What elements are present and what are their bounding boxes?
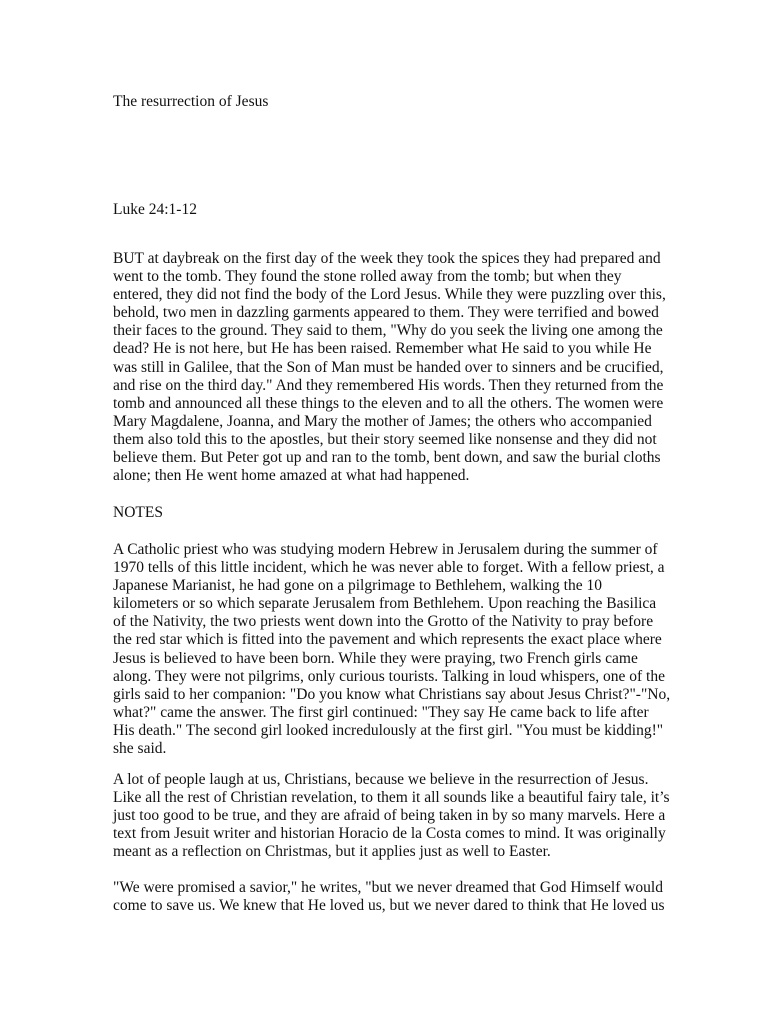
text-line: went to the tomb. They found the stone rolled away from the tomb; but when they [113,268,622,286]
text-line: A lot of people laugh at us, Christians, because we believe in the resurrection of Jesus. [113,771,649,788]
notes-paragraph-1 [113,541,671,758]
text-line: BUT at daybreak on the first day of the week they took the spices they had prepared and [113,250,661,267]
text-line: them also told this to the apostles, but their story seemed like nonsense and they did not [113,430,657,448]
notes-heading [113,504,658,522]
title-text: The resurrection of Jesus [113,93,269,110]
text-line: believe them. But Peter got up and ran to the tomb, bent down, and saw the burial cloths [113,449,661,467]
text-line: of the Nativity, the two priests went down into the Grotto of the Nativity to pray before [113,613,654,631]
notes-paragraph-2 [113,771,670,861]
notes-paragraph-3 [113,879,665,915]
text-line: 1970 tells of this little incident, which he was never able to forget. With a fellow priest, a [113,559,665,577]
scripture-passage [113,250,666,485]
text-line: she said. [113,740,167,758]
text-line: come to save us. We knew that He loved us, but we never dared to think that He loved us [113,897,665,915]
text-line: His death." The second girl looked incredulously at the first girl. "You must be kidding!" [113,721,664,739]
text-line: entered, they did not find the body of the Lord Jesus. While they were puzzling over this, [113,286,666,304]
text-line: meant as a reflection on Christmas, but it applies just as well to Easter. [113,843,551,861]
text-line: kilometers or so which separate Jerusalem from Bethlehem. Upon reaching the Basilica [113,595,657,613]
text-line: dead? He is not here, but He has been raised. Remember what He said to you while He [113,340,652,358]
text-line: and rise on the third day." And they remembered His words. Then they returned from the [113,376,664,394]
text-line: the red star which is fitted into the pavement and which represents the exact place where [113,631,662,649]
text-line: "We were promised a savior," he writes, "but we never dreamed that God Himself would [113,879,663,896]
text-line: along. They were not pilgrims, only curious tourists. Talking in loud whispers, one of the [113,667,665,685]
scripture-reference [113,201,658,219]
text-line: just too good to be true, and they are afraid of being taken in by so many marvels. Here a [113,807,666,825]
text-line: was still in Galilee, that the Son of Man must be handed over to sinners and be crucified, [113,358,664,376]
text-line: behold, two men in dazzling garments appeared to them. They were terrified and bowed [113,304,659,322]
text-line: what?" came the answer. The first girl continued: "They say He came back to life after [113,703,649,721]
text-line: A Catholic priest who was studying modern Hebrew in Jerusalem during the summer of [113,541,658,558]
notes-heading-text: NOTES [113,504,163,521]
text-line: Japanese Marianist, he had gone on a pilgrimage to Bethlehem, walking the 10 [113,577,602,595]
reference-text: Luke 24:1-12 [113,201,197,218]
text-line: alone; then He went home amazed at what had happened. [113,467,470,485]
text-line: text from Jesuit writer and historian Horacio de la Costa comes to mind. It was originally [113,825,666,843]
text-line: Mary Magdalene, Joanna, and Mary the mother of James; the others who accompanied [113,412,652,430]
page-title [113,93,658,111]
text-line: Jesus is believed to have been born. While they were praying, two French girls came [113,649,638,667]
text-line: tomb and announced all these things to the eleven and to all the others. The women were [113,394,664,412]
text-line: Like all the rest of Christian revelation, to them it all sounds like a beautiful fairy tale, it’s [113,789,670,807]
text-line: their faces to the ground. They said to them, "Why do you seek the living one among the [113,322,663,340]
text-line: girls said to her companion: "Do you know what Christians say about Jesus Christ?"-"No, [113,685,671,703]
